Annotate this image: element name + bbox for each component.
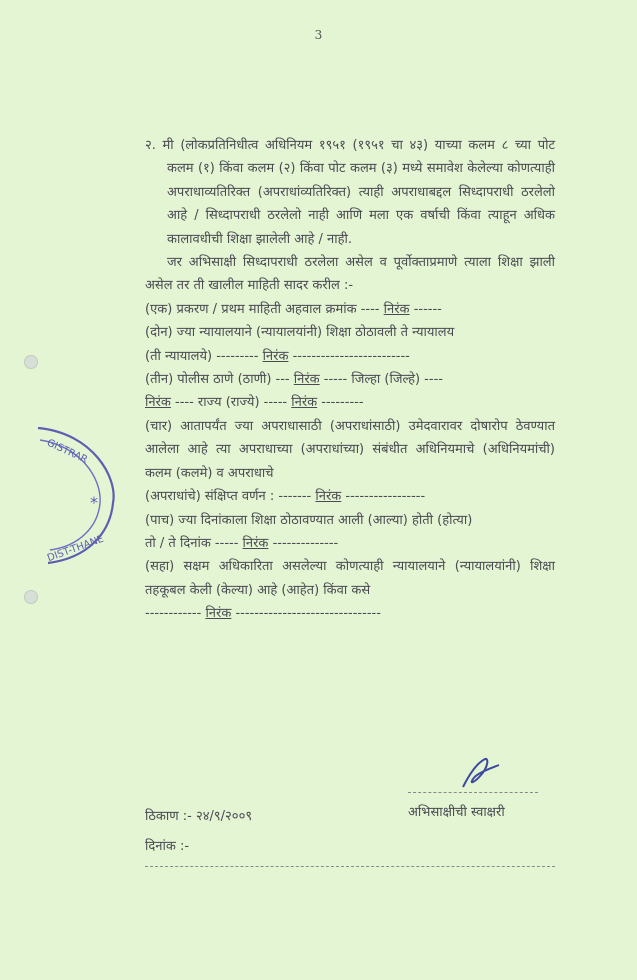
item-pach-line2: तो / ते दिनांक ----- निरंक -------------- (145, 535, 339, 551)
affidavit-body (145, 134, 555, 626)
bottom-dashed-rule (145, 866, 555, 867)
item-teen-line2: निरंक ---- राज्य (राज्ये) ----- निरंक --------- (145, 395, 364, 411)
paragraph-conviction-intro: जर अभिसाक्षी सिध्दापराधी ठरलेला असेल व पूर्वोक्ताप्रमाणे त्याला शिक्षा झाली असेल तर ती खालील माहिती सादर करील :- (145, 255, 555, 294)
date-line: दिनांक :- (145, 839, 190, 854)
punch-hole-top (24, 355, 38, 369)
punch-hole-bottom (24, 590, 38, 604)
paragraph-2: २. मी (लोकप्रतिनिधीत्व अधिनियम १९५१ (१९५१ चा ४३) याच्या कलम ८ च्या पोट कलम (१) किंवा कलम (२) किंवा पोट कलम (३) मध्ये समावेश केलेल्या कोणत्याही अपराधाव्यतिरिक्त (अपराधांव्यतिरिक्त) त्याही अपराधाबद्दल सिध्दापराधी ठरलेलो आहे / सिध्दापराधी ठरलेलो नाही आणि मला एक वर्षाची किंवा त्याहून अधिक कालावधीची शिक्षा झालेली आहे / नाही. (145, 138, 555, 247)
item-char-last: (अपराधांचे) संक्षिप्त वर्णन : ------- निरंक ----------------- (145, 489, 426, 505)
svg-text:*: * (90, 493, 98, 512)
item-saha: (सहा) सक्षम अधिकारिता असलेल्या कोणत्याही न्यायालयाने (न्यायालयांनी) शिक्षा तहकूबल केली (केल्या) आहे (आहेत) किंवा कसे (145, 559, 555, 598)
handwritten-signature (455, 755, 503, 793)
item-don-line1: (दोन) ज्या न्यायालयाने (न्यायालयांनी) शिक्षा ठोठावली ते न्यायालय (145, 325, 455, 341)
svg-text:DIST-THANE: DIST-THANE (45, 533, 106, 565)
place-date-line: ठिकाण :- २४/९/२००९ (145, 809, 253, 824)
svg-text:GISTRAR: GISTRAR (45, 437, 90, 466)
item-char: (चार) आतापर्यंत ज्या अपराधासाठी (अपराधांसाठी) उमेदवारावर दोषारोप ठेवण्यात आलेला आहे त्या अपराधाच्या (अपराधांच्या) संबंधीत अधिनियमाचे (अधिनियमांची) कलम (कलमे) व अपराधाचे (145, 418, 555, 481)
item-ek: (एक) प्रकरण / प्रथम माहिती अहवाल क्रमांक ---- निरंक ------ (145, 301, 442, 317)
signature-line (408, 792, 538, 793)
signature-label: अभिसाक्षीची स्वाक्षरी (408, 805, 505, 820)
item-teen-line1: (तीन) पोलीस ठाणे (ठाणी) --- निरंक ----- जिल्हा (जिल्हे) ---- (145, 372, 443, 388)
item-pach-line1: (पाच) ज्या दिनांकाला शिक्षा ठोठावण्यात आली (आल्या) होती (होत्या) (145, 512, 473, 528)
item-don-line2: (ती न्यायालये) --------- निरंक ------------------------- (145, 348, 410, 364)
office-seal-stamp (18, 418, 118, 568)
item-saha-last: ------------ निरंक ------------------------------- (145, 606, 381, 622)
page-number: 3 (314, 28, 323, 42)
